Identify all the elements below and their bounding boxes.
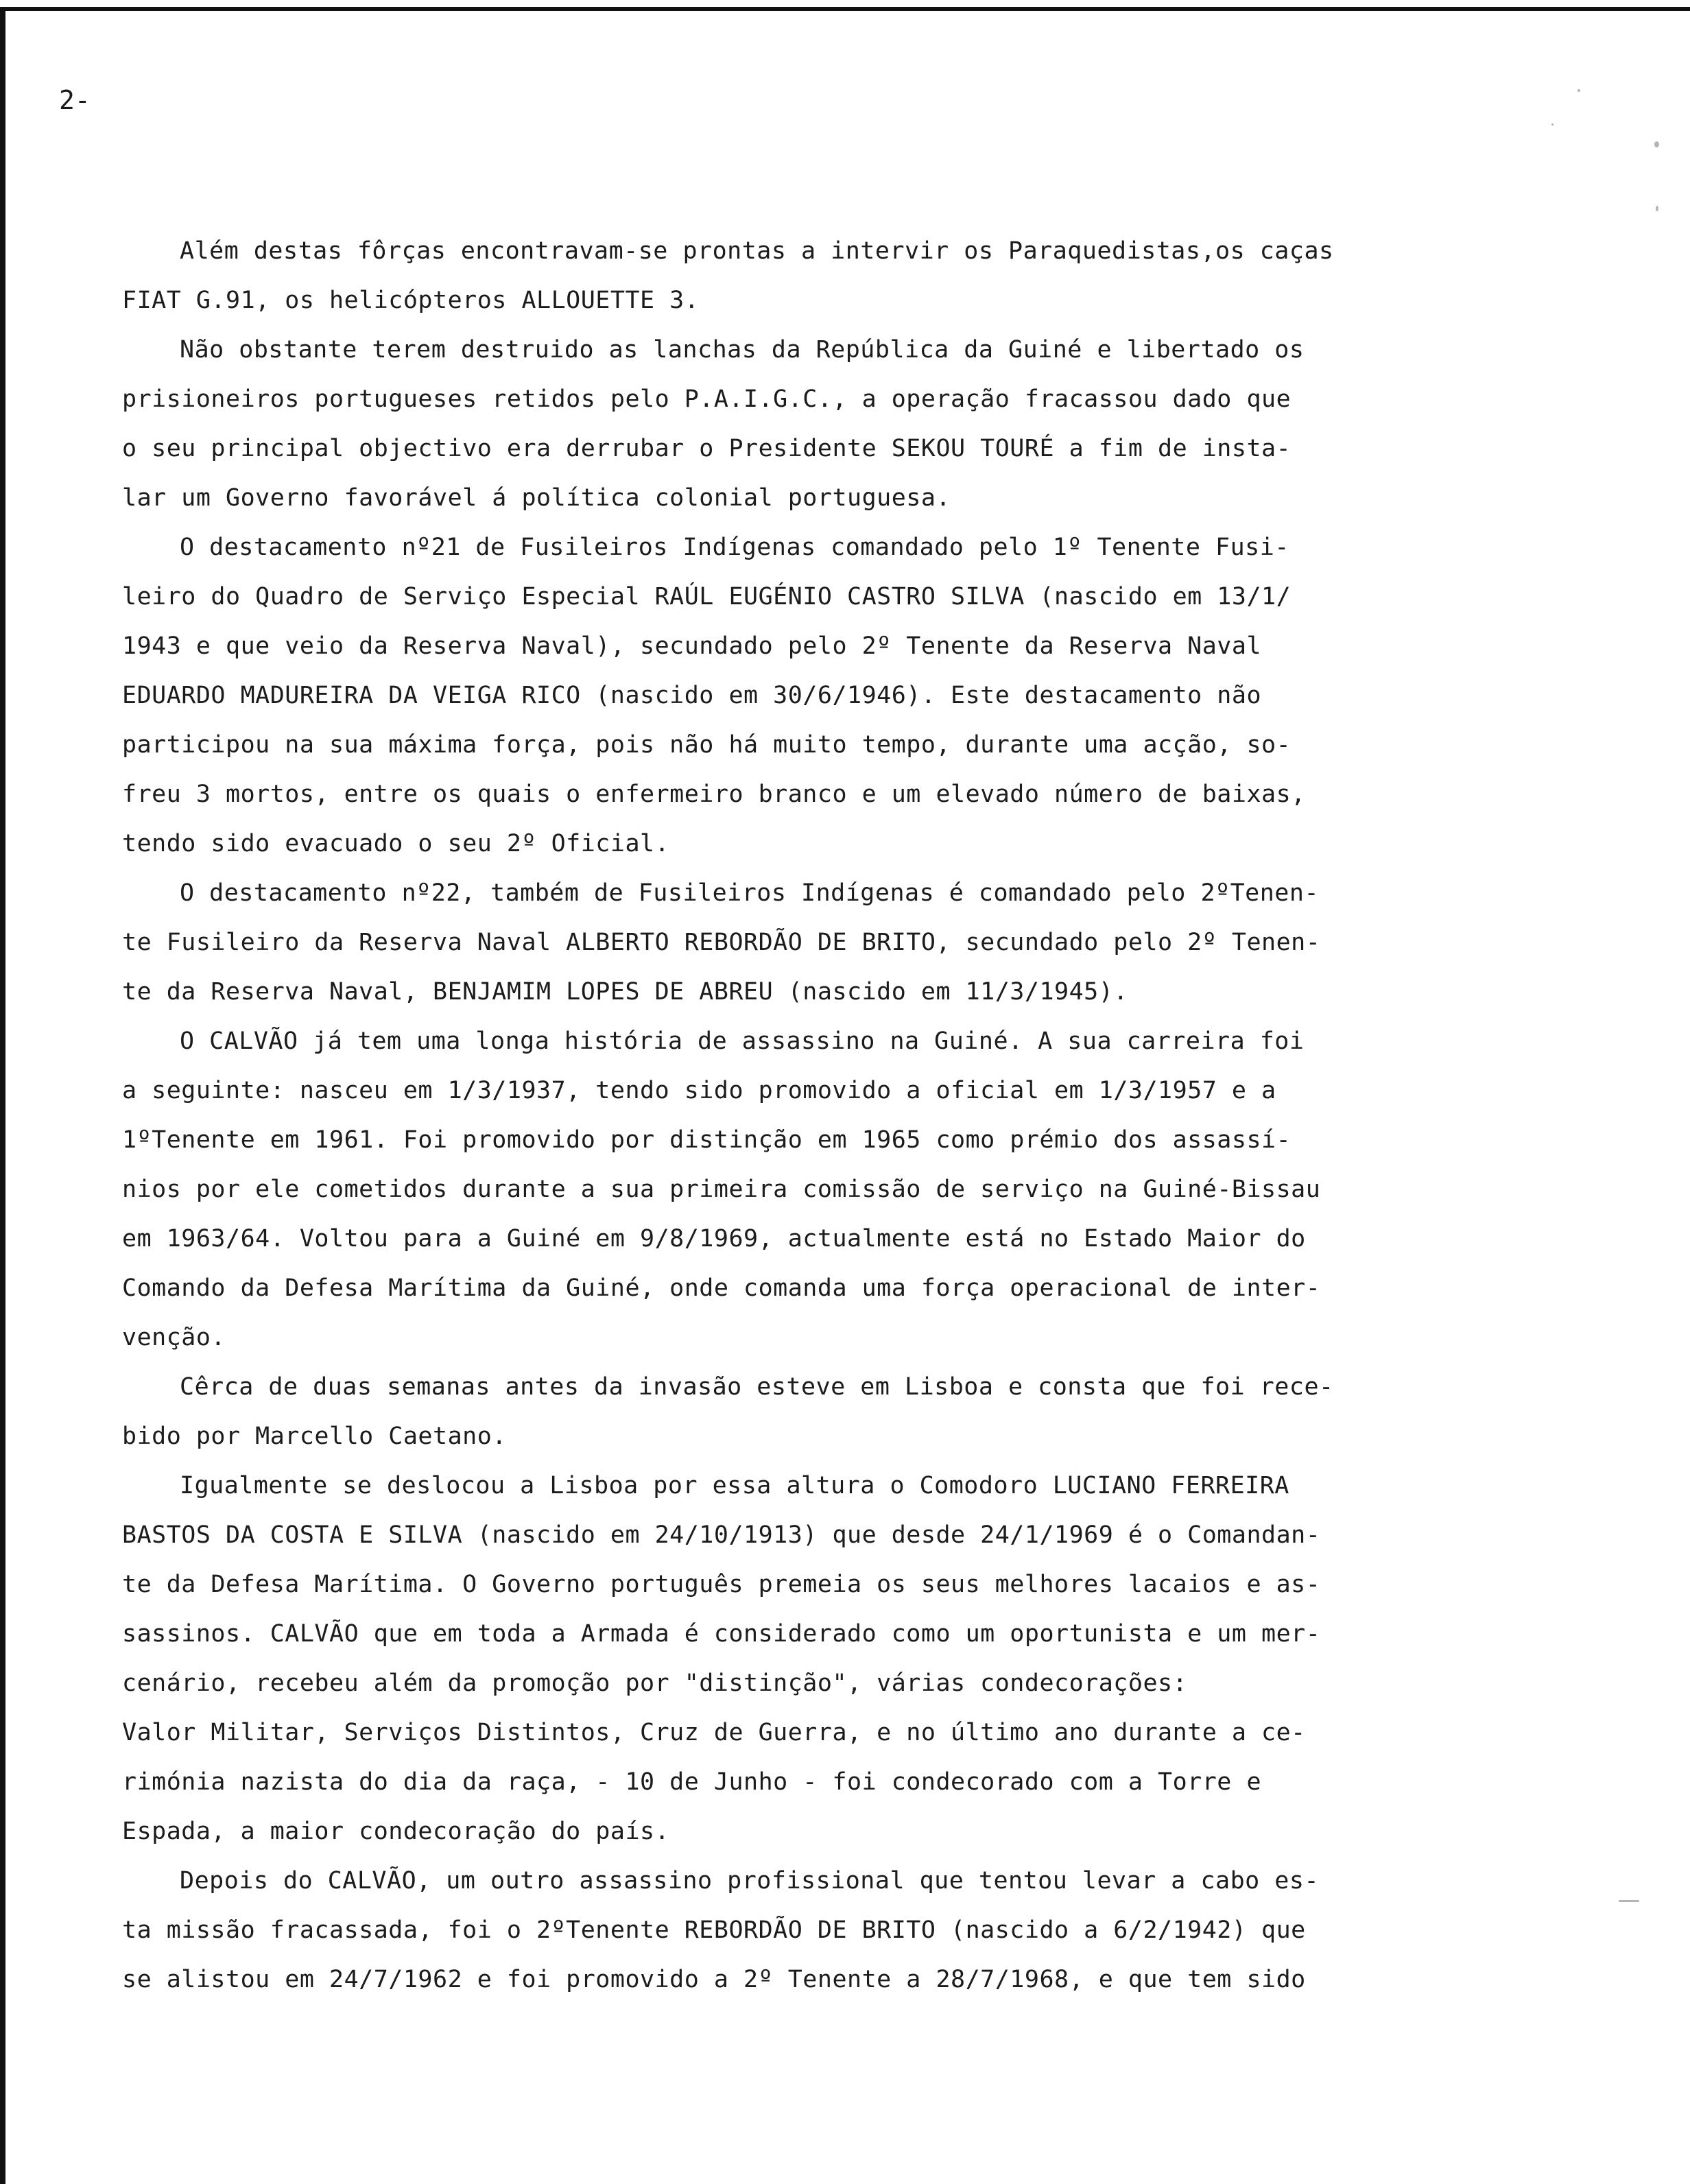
text-line: 1ºTenente em 1961. Foi promovido por distinção em 1965 como prémio dos assassí-	[122, 1126, 1292, 1154]
paragraph-3	[122, 523, 1446, 868]
text-line: Valor Militar, Serviços Distintos, Cruz de Guerra, e no último ano durante a ce-	[122, 1719, 1306, 1746]
text-line: participou na sua máxima força, pois não há muito tempo, durante uma acção, so-	[122, 731, 1292, 759]
text-line: Comando da Defesa Marítima da Guiné, onde comanda uma força operacional de inter-	[122, 1274, 1321, 1302]
page-number: 2-	[59, 85, 91, 115]
paragraph-2	[122, 325, 1446, 523]
text-line: 1943 e que veio da Reserva Naval), secundado pelo 2º Tenente da Reserva Naval	[122, 632, 1262, 660]
scan-speck	[1654, 141, 1659, 147]
text-line: O destacamento nº22, também de Fusileiros Indígenas é comandado pelo 2ºTenen-	[180, 879, 1320, 907]
text-line: Depois do CALVÃO, um outro assassino profissional que tentou levar a cabo es-	[180, 1867, 1320, 1895]
text-line: Espada, a maior condecoração do país.	[122, 1818, 670, 1845]
text-line: EDUARDO MADUREIRA DA VEIGA RICO (nascido em 30/6/1946). Este destacamento não	[122, 682, 1262, 709]
text-line: tendo sido evacuado o seu 2º Oficial.	[122, 830, 670, 857]
text-line: FIAT G.91, os helicópteros ALLOUETTE 3.	[122, 287, 700, 314]
text-line: te da Defesa Marítima. O Governo português premeia os seus melhores lacaios e as-	[122, 1571, 1321, 1598]
text-line: rimónia nazista do dia da raça, - 10 de Junho - foi condecorado com a Torre e	[122, 1768, 1262, 1796]
text-line: O CALVÃO já tem uma longa história de assassino na Guiné. A sua carreira foi	[180, 1028, 1305, 1055]
text-line: O destacamento nº21 de Fusileiros Indígenas comandado pelo 1º Tenente Fusi-	[180, 534, 1289, 561]
text-line: lar um Governo favorável á política colonial portuguesa.	[122, 484, 951, 512]
text-line: Não obstante terem destruido as lanchas da República da Guiné e libertado os	[180, 336, 1305, 364]
text-line: bido por Marcello Caetano.	[122, 1423, 507, 1450]
paragraph-5	[122, 1017, 1446, 1362]
text-line: Cêrca de duas semanas antes da invasão esteve em Lisboa e consta que foi rece-	[180, 1373, 1334, 1401]
paragraph-4	[122, 868, 1446, 1017]
page-border-top	[0, 7, 1690, 11]
text-line: a seguinte: nasceu em 1/3/1937, tendo sido promovido a oficial em 1/3/1957 e a	[122, 1077, 1276, 1104]
text-line: cenário, recebeu além da promoção por "distinção", várias condecorações:	[122, 1670, 1188, 1697]
page-border-left	[0, 7, 5, 2184]
scan-speck	[1578, 89, 1580, 92]
text-line: se alistou em 24/7/1962 e foi promovido a 2º Tenente a 28/7/1968, e que tem sido	[122, 1966, 1306, 1993]
text-line: te da Reserva Naval, BENJAMIM LOPES DE ABREU (nascido em 11/3/1945).	[122, 978, 1128, 1006]
text-line: leiro do Quadro de Serviço Especial RAÚL EUGÉNIO CASTRO SILVA (nascido em 13/1/	[122, 583, 1292, 610]
text-line: venção.	[122, 1324, 226, 1351]
paragraph-1	[122, 226, 1446, 325]
scan-speck	[1551, 123, 1554, 126]
text-line: BASTOS DA COSTA E SILVA (nascido em 24/10/1913) que desde 24/1/1969 é o Comandan-	[122, 1521, 1321, 1549]
document-body	[122, 226, 1446, 2004]
paragraph-8	[122, 1856, 1446, 2004]
paragraph-7	[122, 1461, 1446, 1856]
text-line: o seu principal objectivo era derrubar o Presidente SEKOU TOURÉ a fim de insta-	[122, 435, 1292, 462]
text-line: sassinos. CALVÃO que em toda a Armada é considerado como um oportunista e um mer-	[122, 1620, 1321, 1648]
text-line: freu 3 mortos, entre os quais o enfermeiro branco e um elevado número de baixas,	[122, 781, 1306, 808]
scan-speck	[1656, 206, 1658, 211]
scan-speck	[1619, 1900, 1639, 1902]
text-line: ta missão fracassada, foi o 2ºTenente REBORDÃO DE BRITO (nascido a 6/2/1942) que	[122, 1916, 1306, 1944]
text-line: te Fusileiro da Reserva Naval ALBERTO REBORDÃO DE BRITO, secundado pelo 2º Tenen-	[122, 929, 1321, 956]
text-line: em 1963/64. Voltou para a Guiné em 9/8/1969, actualmente está no Estado Maior do	[122, 1225, 1306, 1253]
text-line: prisioneiros portugueses retidos pelo P.A.I.G.C., a operação fracassou dado que	[122, 385, 1292, 413]
text-line: Igualmente se deslocou a Lisboa por essa altura o Comodoro LUCIANO FERREIRA	[180, 1472, 1289, 1499]
text-line: Além destas fôrças encontravam-se prontas a intervir os Paraquedistas,os caças	[180, 237, 1334, 265]
text-line: nios por ele cometidos durante a sua primeira comissão de serviço na Guiné-Bissau	[122, 1176, 1321, 1203]
paragraph-6	[122, 1362, 1446, 1461]
